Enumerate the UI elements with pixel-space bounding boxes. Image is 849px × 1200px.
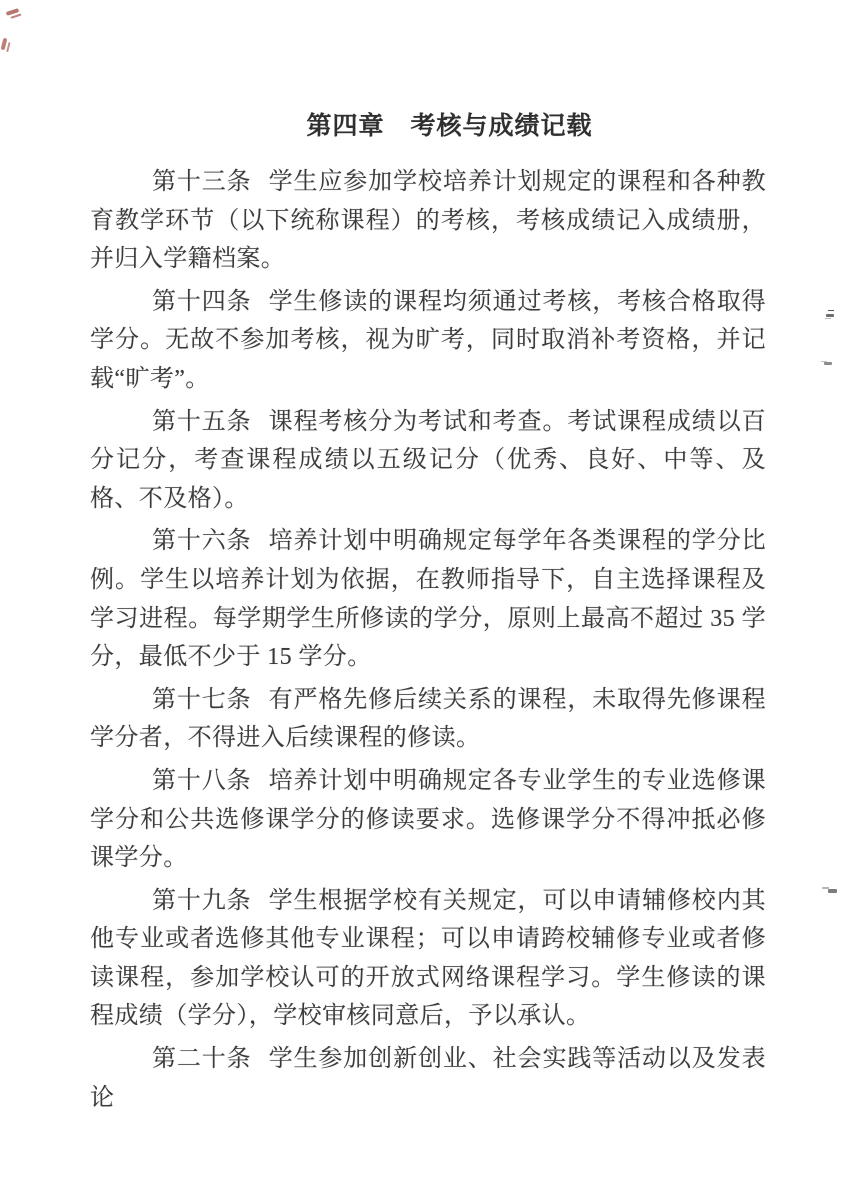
scan-speck-artifact <box>828 889 837 893</box>
article-number: 第十三条 <box>152 169 252 195</box>
article-text: 学生修读的课程均须通过考核，考核合格取得学分。无故不参加考核，视为旷考，同时取消补考资格，并记载“旷考”。 <box>90 288 767 392</box>
article-number: 第二十条 <box>152 1046 252 1073</box>
article-number: 第十九条 <box>152 887 252 914</box>
article-paragraph <box>90 762 766 878</box>
scan-speck-artifact <box>826 314 834 317</box>
article-paragraph <box>90 163 766 279</box>
article-paragraph <box>90 681 766 758</box>
chapter-title: 第四章 考核与成绩记载 <box>306 112 593 140</box>
article-number: 第十六条 <box>152 528 252 555</box>
article-text: 培养计划中明确规定各专业学生的专业选修课学分和公共选修课学分的修读要求。选修课学分不得冲抵必修课学分。 <box>90 767 767 872</box>
article-paragraph <box>90 882 766 1036</box>
article-paragraph <box>90 403 766 519</box>
article-text: 有严格先修后续关系的课程，未取得先修课程学分者，不得进入后续课程的修读。 <box>90 686 767 752</box>
article-text: 课程考核分为考试和考查。考试课程成绩以百分记分，考查课程成绩以五级记分（优秀、良好、中等、及格、不及格）。 <box>90 408 767 512</box>
article-text: 学生应参加学校培养计划规定的课程和各种教育教学环节（以下统称课程）的考核，考核成绩记入成绩册，并归入学籍档案。 <box>90 169 767 273</box>
articles-container <box>90 163 766 1121</box>
article-number: 第十四条 <box>152 288 252 315</box>
pen-mark-artifact <box>6 8 20 16</box>
article-text: 学生参加创新创业、社会实践等活动以及发表论 <box>90 1046 767 1111</box>
article-paragraph <box>90 522 766 676</box>
pen-mark-artifact <box>1 38 8 51</box>
scan-speck-artifact <box>824 362 832 365</box>
article-number: 第十八条 <box>152 767 252 794</box>
article-number: 第十七条 <box>152 686 252 713</box>
article-text: 培养计划中明确规定每学年各类课程的学分比例。学生以培养计划为依据，在教师指导下，自主选择课程及学习进程。每学期学生所修读的学分，原则上最高不超过 35 学分，最低不少于 15 学分。 <box>90 528 767 671</box>
article-number: 第十五条 <box>152 408 252 435</box>
article-paragraph <box>90 1040 766 1117</box>
article-paragraph <box>90 283 766 399</box>
article-text: 学生根据学校有关规定，可以申请辅修校内其他专业或者选修其他专业课程；可以申请跨校辅修专业或者修读课程，参加学校认可的开放式网络课程学习。学生修读的课程成绩（学分），学校审核同意后，予以承认。 <box>90 887 767 1030</box>
